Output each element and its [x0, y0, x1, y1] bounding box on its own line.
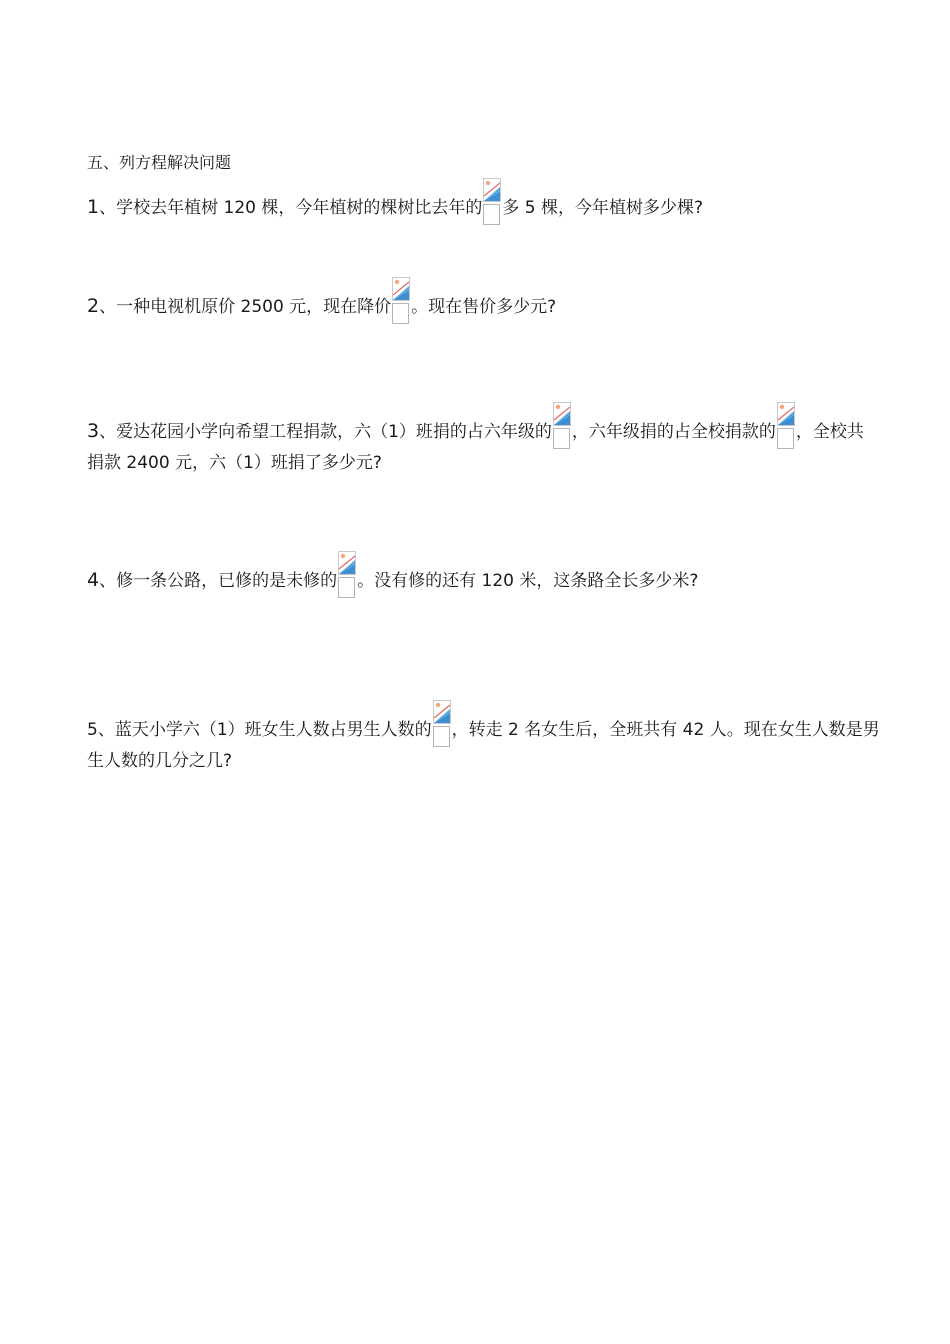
section-title: 五、列方程解决问题 — [87, 153, 232, 172]
question-number: 4 — [87, 569, 100, 591]
question-text: 多 5 棵，今年植树多少棵? — [502, 198, 704, 218]
question-text: 、修一条公路，已修的是未修的 — [99, 571, 338, 591]
question-number: 1 — [87, 196, 100, 218]
broken-image-icon — [553, 402, 571, 450]
question-text: 5、蓝天小学六（1）班女生人数占男生人数的 — [87, 720, 432, 740]
question-3-continued — [87, 451, 382, 475]
broken-image-icon — [392, 277, 410, 325]
question-text: 、一种电视机原价 2500 元，现在降价 — [99, 297, 392, 317]
question-text: 捐款 2400 元，六（1）班捐了多少元? — [87, 453, 382, 473]
question-text: 、学校去年植树 120 棵，今年植树的棵树比去年的 — [99, 198, 483, 218]
question-text: 。没有修的还有 120 米，这条路全长多少米? — [357, 571, 699, 591]
question-2 — [87, 277, 556, 325]
question-1 — [87, 178, 703, 226]
question-text: 。现在售价多少元? — [411, 297, 557, 317]
question-4 — [87, 551, 698, 599]
broken-image-icon — [777, 402, 795, 450]
question-text: 、爱达花园小学向希望工程捐款，六（1）班捐的占六年级的 — [99, 422, 552, 442]
question-number: 3 — [87, 420, 100, 442]
question-text: 生人数的几分之几? — [87, 751, 233, 771]
question-5 — [87, 700, 880, 748]
question-text: ，六年级捐的占全校捐款的 — [571, 422, 776, 442]
broken-image-icon — [338, 551, 356, 599]
broken-image-icon — [483, 178, 501, 226]
broken-image-icon — [433, 700, 451, 748]
question-number: 2 — [87, 295, 100, 317]
question-5-continued — [87, 749, 232, 773]
question-3 — [87, 402, 864, 450]
question-text: ，全校共 — [795, 422, 864, 442]
question-text: ，转走 2 名女生后，全班共有 42 人。现在女生人数是男 — [451, 720, 880, 740]
